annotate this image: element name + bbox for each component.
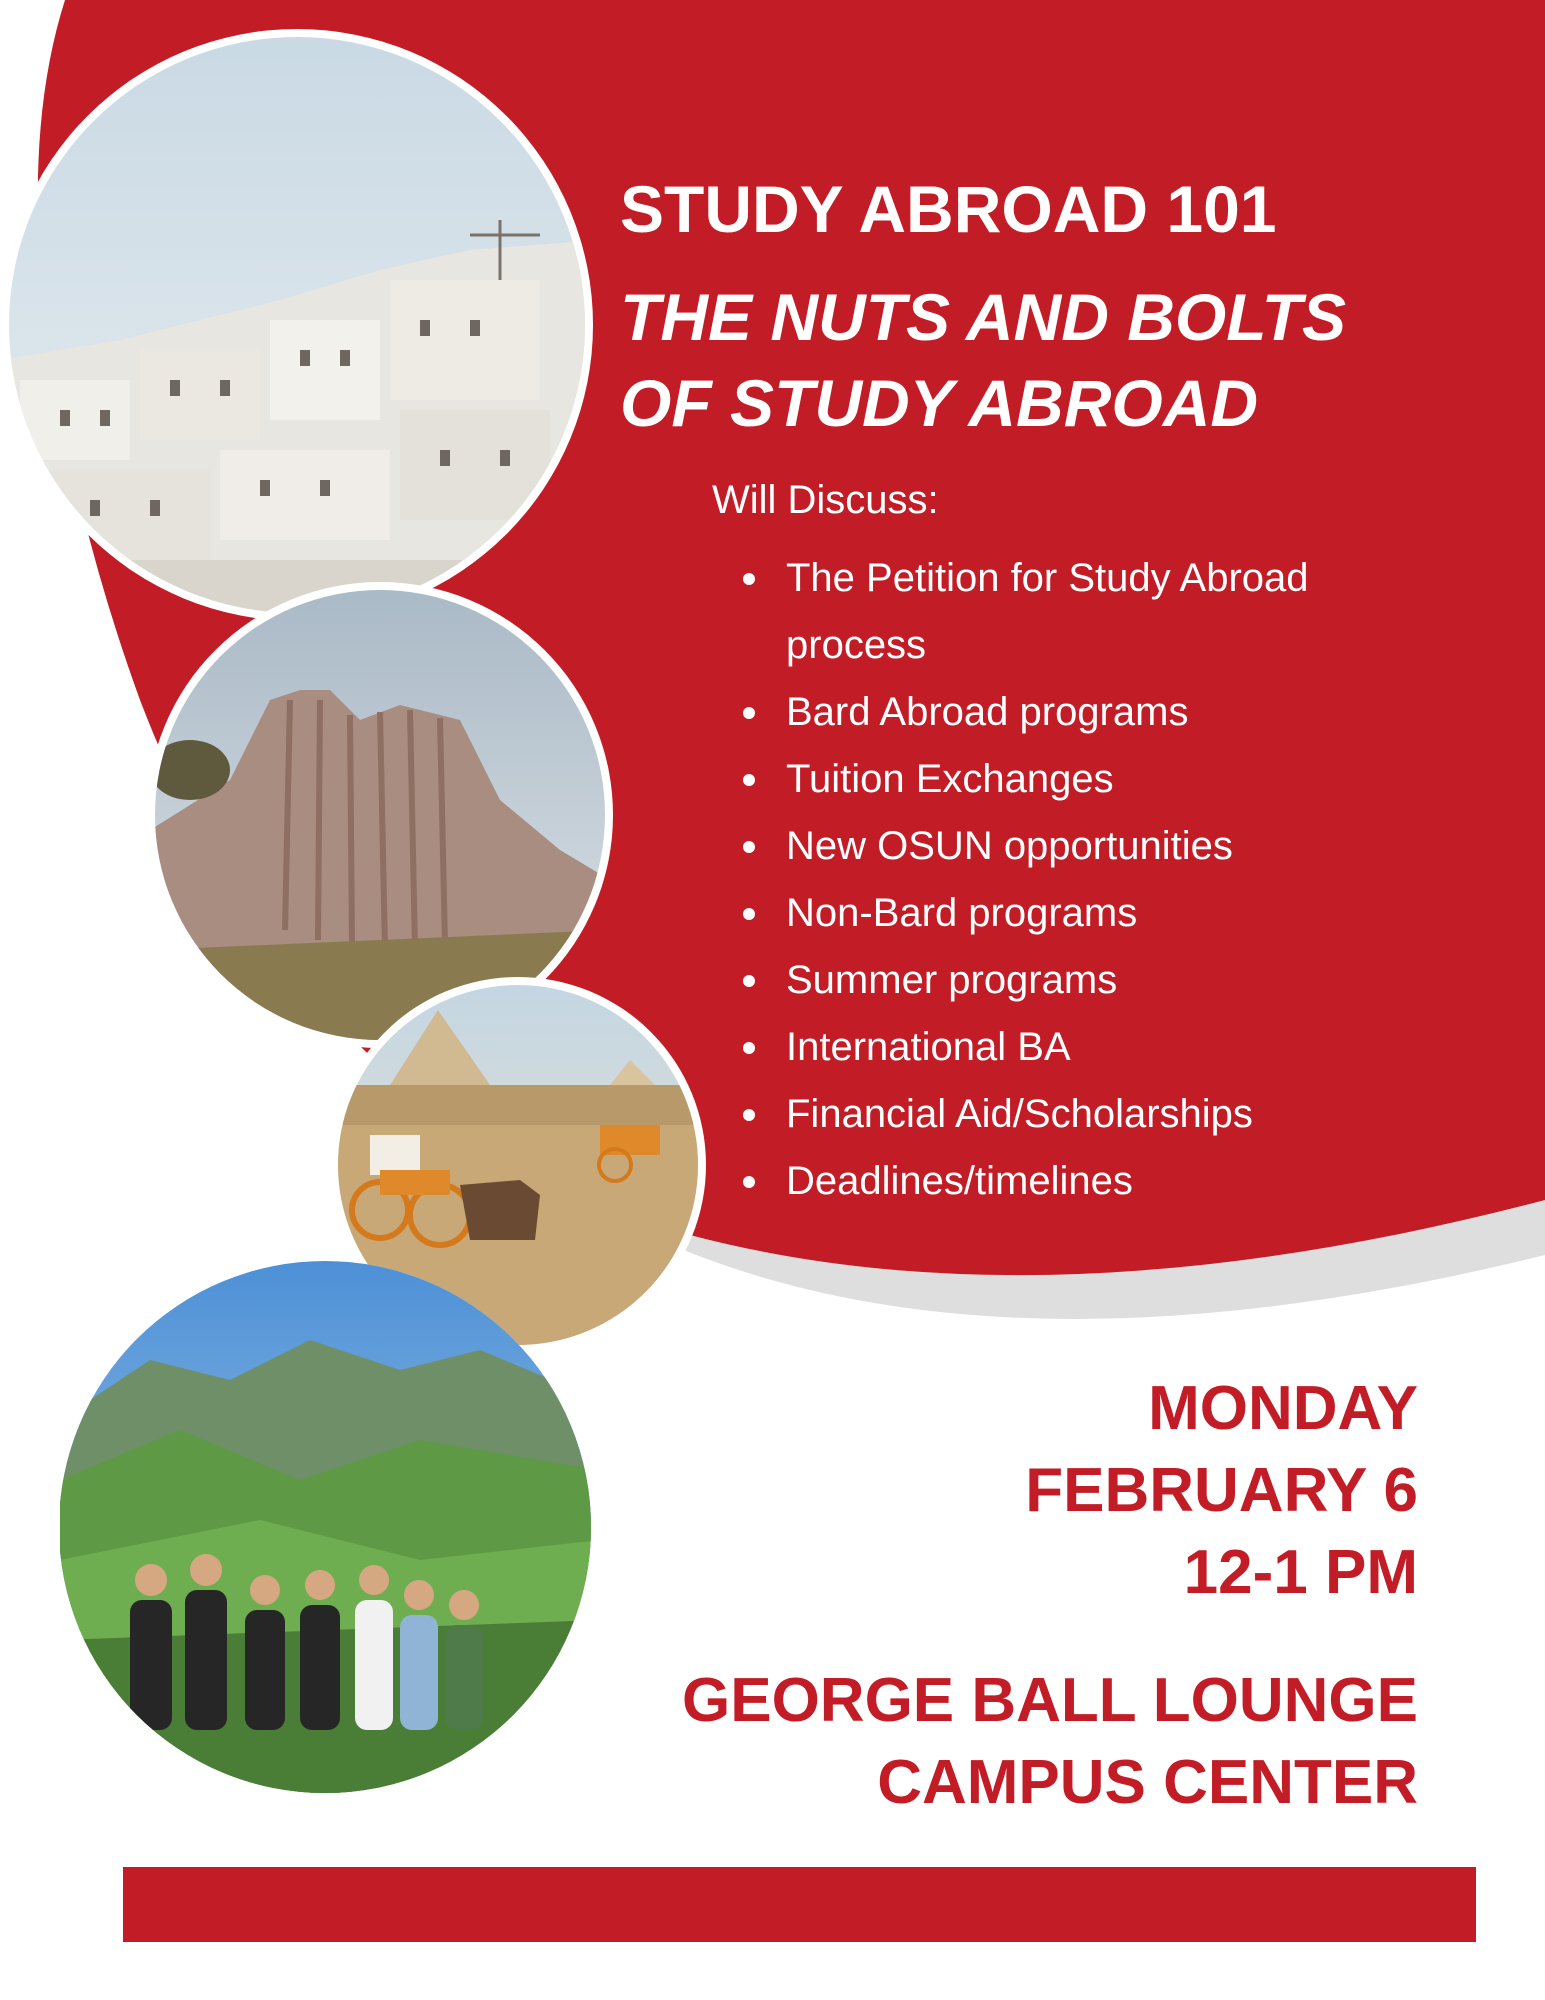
- rock-formation-waterfall-photo: [147, 582, 613, 1048]
- subtitle-line-1: THE NUTS AND BOLTS: [620, 280, 1346, 354]
- event-day: MONDAY: [1148, 1374, 1418, 1443]
- list-item: Bard Abroad programs: [743, 679, 1406, 746]
- event-date: FEBRUARY 6: [1025, 1456, 1418, 1525]
- subtitle-line-2: OF STUDY ABROAD: [620, 366, 1259, 440]
- event-location-line-1: GEORGE BALL LOUNGE: [681, 1666, 1418, 1735]
- list-item: Tuition Exchanges: [743, 746, 1406, 813]
- topics-list: [743, 545, 1406, 1215]
- page-title: STUDY ABROAD 101: [620, 172, 1277, 246]
- event-location-line-2: CAMPUS CENTER: [877, 1748, 1418, 1817]
- discussion-heading: Will Discuss:: [712, 478, 939, 522]
- event-time: 12-1 PM: [1183, 1538, 1418, 1607]
- list-item: International BA: [743, 1014, 1406, 1081]
- list-item: Non-Bard programs: [743, 880, 1406, 947]
- list-item: The Petition for Study Abroad process: [743, 545, 1406, 679]
- list-item: Summer programs: [743, 947, 1406, 1014]
- list-item: Financial Aid/Scholarships: [743, 1081, 1406, 1148]
- footer-bar: [123, 1867, 1476, 1942]
- list-item: New OSUN opportunities: [743, 813, 1406, 880]
- list-item: Deadlines/timelines: [743, 1148, 1406, 1215]
